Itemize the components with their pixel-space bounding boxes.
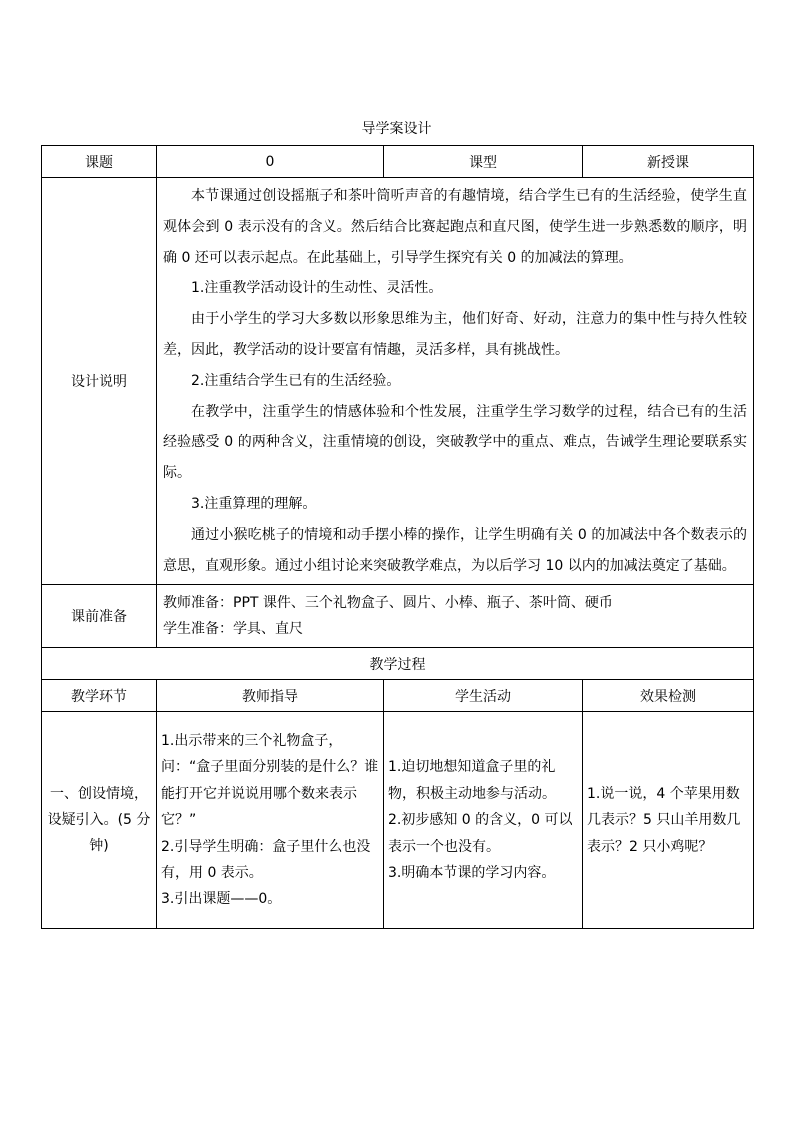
list-item: 2.初步感知 0 的含义，0 可以表示一个也没有。 (388, 812, 573, 855)
table-row (42, 712, 754, 929)
process-title: 教学过程 (42, 648, 754, 680)
list-item: 3.引出课题——0。 (161, 891, 282, 908)
prep-content (157, 585, 754, 648)
list-item: 1.迫切地想知道盒子里的礼物，积极主动地参与活动。 (388, 759, 556, 802)
design-paragraph: 在教学中，注重学生的情感体验和个性发展，注重学生学习数学的过程，结合已有的生活经验感受 0 的两种含义，注重情境的创设，突破教学中的重点、难点，告诫学生理论要联系实际。 (163, 403, 747, 482)
type-label: 课型 (384, 146, 583, 178)
stage-cell: 一、创设情境，设疑引入。(5 分钟) (42, 712, 157, 929)
prep-row (42, 585, 754, 648)
column-header: 教师指导 (157, 680, 384, 712)
process-column-headers (42, 680, 754, 712)
design-paragraph: 2.注重结合学生已有的生活经验。 (191, 372, 401, 389)
type-value: 新授课 (583, 146, 754, 178)
lesson-plan-table (41, 145, 754, 929)
teacher-guidance-cell (157, 712, 384, 929)
list-item: 1.说一说，4 个苹果用数几表示？5 只山羊用数几表示？2 只小鸡呢？ (587, 785, 741, 855)
prep-line: 学生准备：学具、直尺 (163, 621, 303, 638)
list-item: 3.明确本节课的学习内容。 (388, 864, 556, 881)
design-paragraph: 由于小学生的学习大多数以形象思维为主，他们好奇、好动，注意力的集中性与持久性较差，因此，教学活动的设计要富有情趣，灵活多样，具有挑战性。 (163, 311, 747, 358)
page-title: 导学案设计 (361, 121, 432, 137)
design-row (42, 178, 754, 585)
student-activity-cell (384, 712, 583, 929)
list-item: 1.出示带来的三个礼物盒子，问：“盒子里面分别装的是什么？谁能打开它并说说用哪个数来表示它？” (161, 732, 379, 829)
prep-label: 课前准备 (42, 585, 157, 648)
column-header: 效果检测 (583, 680, 754, 712)
prep-line: 教师准备：PPT 课件、三个礼物盒子、圆片、小棒、瓶子、茶叶筒、硬币 (163, 595, 613, 612)
process-title-row (42, 648, 754, 680)
column-header: 学生活动 (384, 680, 583, 712)
design-paragraph: 1.注重教学活动设计的生动性、灵活性。 (191, 280, 443, 297)
design-paragraph: 3.注重算理的理解。 (191, 495, 317, 512)
topic-label: 课题 (42, 146, 157, 178)
design-label: 设计说明 (42, 178, 157, 585)
design-paragraph: 本节课通过创设摇瓶子和茶叶筒听声音的有趣情境，结合学生已有的生活经验，使学生直观体会到 0 表示没有的含义。然后结合比赛起跑点和直尺图，使学生进一步熟悉数的顺序，明确 0 还可以表示起点。在此基础上，引导学生探究有关 0 的加减法的算理。 (163, 188, 747, 266)
column-header: 教学环节 (42, 680, 157, 712)
list-item: 2.引导学生明确：盒子里什么也没有，用 0 表示。 (161, 838, 371, 881)
design-content (157, 178, 754, 585)
effect-check-cell (583, 712, 754, 929)
topic-row (42, 146, 754, 178)
design-paragraph: 通过小猴吃桃子的情境和动手摆小棒的操作，让学生明确有关 0 的加减法中各个数表示的意思，直观形象。通过小组讨论来突破教学难点，为以后学习 10 以内的加减法奠定了基础。 (163, 526, 747, 574)
topic-value: 0 (157, 146, 384, 178)
